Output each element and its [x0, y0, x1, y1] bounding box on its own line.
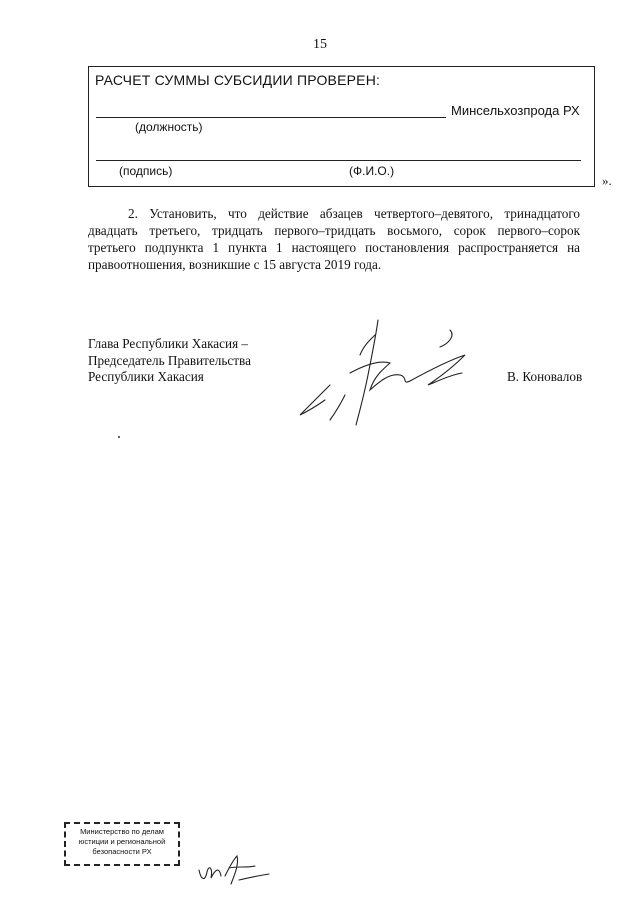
signature-caption: (подпись)	[119, 164, 173, 178]
position-caption: (должность)	[135, 120, 203, 134]
paragraph-2: 2. Установить, что действие абзацев четвертого–девятого, тринадцатого двадцать третьего, тридцать первого–тридцать восьмого, сорок первого–сорок третьего подпункта 1 пункта 1 настоящего постановления распространяется на правоотношения, возникшие с 15 августа 2019 года.	[88, 206, 580, 272]
handwritten-initials	[195, 850, 275, 890]
subsidy-check-title: РАСЧЕТ СУММЫ СУБСИДИИ ПРОВЕРЕН:	[95, 72, 381, 88]
signature-line	[96, 160, 581, 161]
closing-quote: ».	[602, 173, 612, 188]
name-caption: (Ф.И.О.)	[349, 164, 395, 178]
position-line	[96, 117, 446, 118]
signer-title-line-1: Глава Республики Хакасия –	[88, 336, 249, 351]
signer-title-line-2: Председатель Правительства	[88, 353, 251, 368]
page-number: 15	[313, 37, 327, 52]
handwritten-signature	[290, 315, 480, 435]
signer-name: В. Коновалов	[507, 369, 583, 384]
ministry-stamp: Министерство по делам юстиции и региональной безопасности РХ	[64, 822, 180, 866]
stray-mark	[118, 436, 120, 438]
ministry-name: Минсельхозпрода РХ	[451, 103, 580, 118]
subsidy-check-box	[88, 66, 595, 187]
signer-title-line-3: Республики Хакасия	[88, 369, 204, 384]
